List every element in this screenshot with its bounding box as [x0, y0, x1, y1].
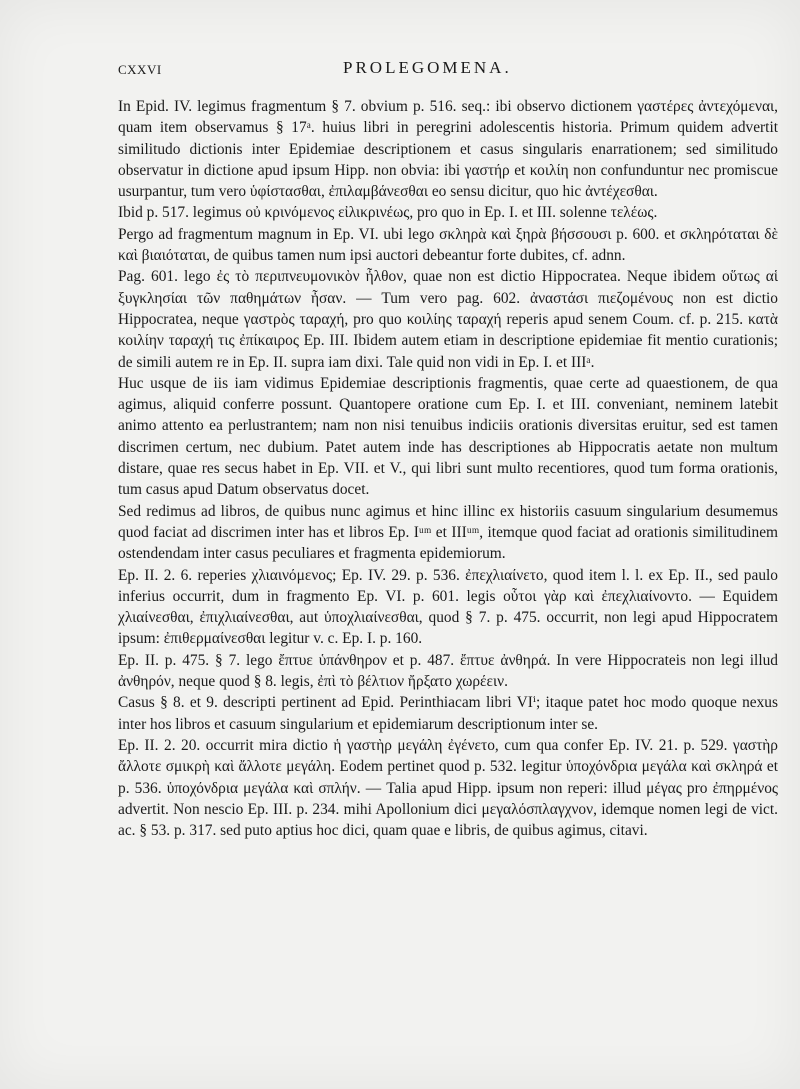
paragraph: Ep. II. p. 475. § 7. lego ἔπτυε ὑπάνθηρον et p. 487. ἔπτυε ἀνθηρά. In vere Hippocrateis non legi illud ἀνθηρόν, neque quod § 8. legis, ἐπὶ τὸ βέλτιον ἤρξατο χωρέειν. — [118, 651, 778, 691]
paragraph: In Epid. IV. legimus fragmentum § 7. obvium p. 516. seq.: ibi observo dictionem γαστέρες ἀντεχόμεναι, quam item observamus § 17ᵃ. huius libri in peregrini adolescentis historia. Primum quidem advertit similitudo dictionis inter Epidemiae descriptionem et casus singularis enarrationem; sed similitudo observatur in dictione apud ipsum Hipp. non obvia: ibi γαστήρ et κοιλίη non confunduntur nec promiscue usurpantur, tum vero ὑφίστασθαι, ἐπιλαμβάνεσθαι eo sensu dicitur, quo hic ἀντέχεσθαι. — [118, 98, 778, 201]
body-text — [118, 96, 778, 841]
paragraph: Sed redimus ad libros, de quibus nunc agimus et hinc illinc ex historiis casuum singularium desumemus quod faciat ad discrimen inter has et libros Ep. Iᵘᵐ et IIIᵘᵐ, itemque quod faciat ad orationis similitudinem ostendendam inter casus peculiares et fragmenta epidemiorum. — [118, 502, 778, 563]
paragraph: Casus § 8. et 9. descripti pertinent ad Epid. Perinthiacam libri VIⁱ; itaque patet hoc modo quoque nexus inter hos libros et casuum singularium et epidemiarum descriptionum inter se. — [118, 694, 778, 733]
paragraph: Huc usque de iis iam vidimus Epidemiae descriptionis fragmentis, quae certe ad quaestionem, de qua agimus, aliquid conferre possunt. Quantopere oratione cum Ep. I. et III. conveniant, neminem latebit animo attento ea perlustrantem; nam non nisi tenuibus indiciis orationis diversitas eruitur, sed est tamen discrimen certum, nec dubium. Patet autem inde has descriptiones ab Hippocratis aetate non multum distare, quae res secus habet in Ep. VII. et V., qui libri sunt multo recentiores, quod tum forma orationis, tum casus apud Datum observatus docet. — [118, 374, 778, 499]
paragraph: Pergo ad fragmentum magnum in Ep. VI. ubi lego σκληρὰ καὶ ξηρὰ βήσσουσι p. 600. et σκληρόταται δὲ καὶ βιαιόταται, de quibus tamen num ipsi auctori debeantur forte dubites, cf. adnn. — [118, 225, 778, 265]
paragraph: Ibid p. 517. legimus οὐ κρινόμενος εἰλικρινέως, pro quo in Ep. I. et III. solenne τελέως. — [118, 204, 658, 222]
folio-number: CXXVI — [118, 62, 162, 77]
paragraph: Ep. II. 2. 6. reperies χλιαινόμενος; Ep. IV. 29. p. 536. ἐπεχλιαίνετο, quod item l. l. ex Ep. II., sed paulo inferius occurrit, dum in fragmento Ep. VI. p. 601. legis οὗτοι γὰρ καὶ ἐπεχλιαίνοντο. — Equidem χλιαίνεσθαι, ἐπιχλιαίνεσθαι, aut ὑποχλιαίνεσθαι, quod § 7. p. 475. occurrit, non legi apud Hippocratem ipsum: ἐπιθερμαίνεσθαι legitur v. c. Ep. I. p. 160. — [118, 566, 778, 648]
paragraph: Ep. II. 2. 20. occurrit mira dictio ἡ γαστὴρ μεγάλη ἐγένετο, cum qua confer Ep. IV. 21. p. 529. γαστὴρ ἄλλοτε σμικρὴ καὶ ἄλλοτε μεγάλη. Eodem pertinet quod p. 532. legitur ὑποχόνδρια μεγάλα καὶ σκληρά et p. 536. ὑποχόνδρια μεγάλα καὶ σπλήν. — Talia apud Hipp. ipsum non reperi: illud μέγας pro ἐπηρμένος advertit. Non nescio Ep. III. p. 234. mihi Apollonium dici μεγαλόσπλαγχνον, idemque nomen legi de vict. ac. § 53. p. 317. sed puto aptius hoc dici, quam quae e libris, de quibus agimus, citavi. — [118, 736, 778, 840]
page-header — [118, 58, 778, 82]
running-title: PROLEGOMENA. — [343, 58, 512, 77]
paragraph: Pag. 601. lego ἐς τὸ περιπνευμονικὸν ἦλθον, quae non est dictio Hippocratea. Neque ibidem οὕτως αἱ ξυγκλησίαι τῶν παθημάτων ἦσαν. — Tum vero pag. 602. ἀναστάσι πιεζομένους non est dictio Hippocratea, neque γαστρὸς ταραχή, pro quo κοιλίης ταραχή reperis apud senem Coum. cf. p. 215. κατὰ κοιλίην ταραχή τις ἐπίκαιρος Ep. III. Ibidem autem etiam in descriptione epidemiae fit mentio curationis; de simili autem re in Ep. II. supra iam dixi. Tale quid non vidi in Ep. I. et IIIᵃ. — [118, 268, 778, 371]
